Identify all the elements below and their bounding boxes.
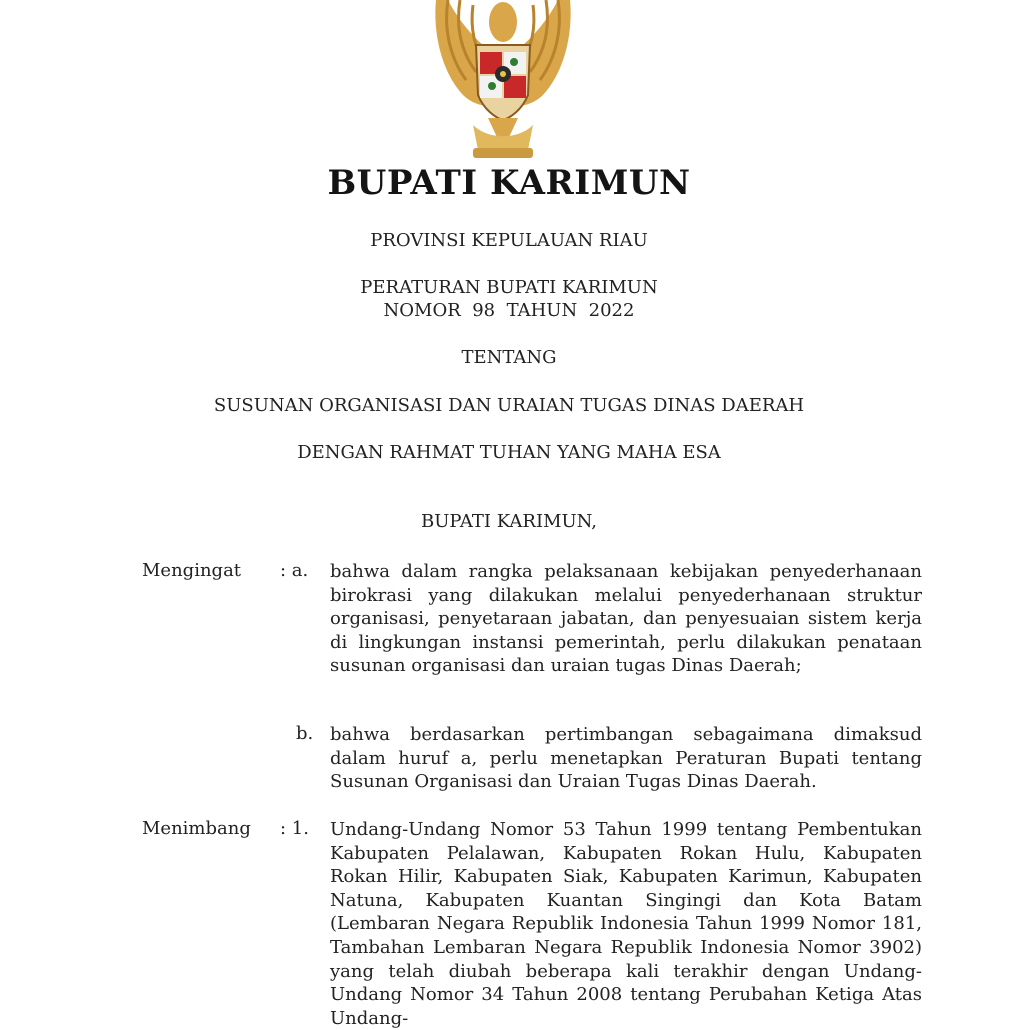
document-title: BUPATI KARIMUN bbox=[327, 163, 691, 203]
mengingat-item-b: bahwa berdasarkan pertimbangan sebagaimana dimaksud dalam huruf a, perlu menetapkan Peraturan Bupati tentang Susunan Organisasi dan Uraian Tugas Dinas Daerah. bbox=[330, 724, 922, 793]
item-marker-a: : a. bbox=[280, 560, 309, 581]
blessing-line: DENGAN RAHMAT TUHAN YANG MAHA ESA bbox=[297, 442, 721, 463]
item-marker-b: b. bbox=[296, 723, 314, 744]
mengingat-item-a: bahwa dalam rangka pelaksanaan kebijakan penyederhanaan birokrasi yang dilakukan melalui penyederhanaan struktur organisasi, penyetaraan jabatan, dan penyesuaian sistem kerja di lingkungan instansi pemerintah, perlu dilakukan penataan susunan organisasi dan uraian tugas Dinas Daerah; bbox=[330, 561, 922, 677]
regulation-number-line: NOMOR 98 TAHUN 2022 bbox=[383, 300, 635, 321]
province-line: PROVINSI KEPULAUAN RIAU bbox=[370, 230, 648, 251]
menimbang-item-1: Undang-Undang Nomor 53 Tahun 1999 tentang Pembentukan Kabupaten Pelalawan, Kabupaten Rokan Hulu, Kabupaten Rokan Hilir, Kabupaten Siak, Kabupaten Karimun, Kabupaten Natuna, Kabupaten Kuantan Singingi dan Kota Batam (Lembaran Negara Republik Indonesia Tahun 1999 Nomor 181, Tambahan Lembaran Negara Republik Indonesia Nomor 3902) yang telah diubah beberapa kali terakhir dengan Undang-Undang Nomor 34 Tahun 2008 tentang Perubahan Ketiga Atas Undang- bbox=[330, 819, 922, 1029]
official-line: BUPATI KARIMUN, bbox=[420, 511, 597, 532]
mengingat-label: Mengingat bbox=[142, 560, 242, 581]
regulation-line-1: PERATURAN BUPATI KARIMUN bbox=[360, 277, 658, 298]
item-marker-1: : 1. bbox=[280, 818, 309, 839]
garuda-pancasila-icon bbox=[418, 0, 588, 160]
subject-line: SUSUNAN ORGANISASI DAN URAIAN TUGAS DINAS DAERAH bbox=[213, 395, 805, 416]
about-line: TENTANG bbox=[461, 347, 557, 368]
menimbang-label: Menimbang bbox=[142, 818, 251, 839]
